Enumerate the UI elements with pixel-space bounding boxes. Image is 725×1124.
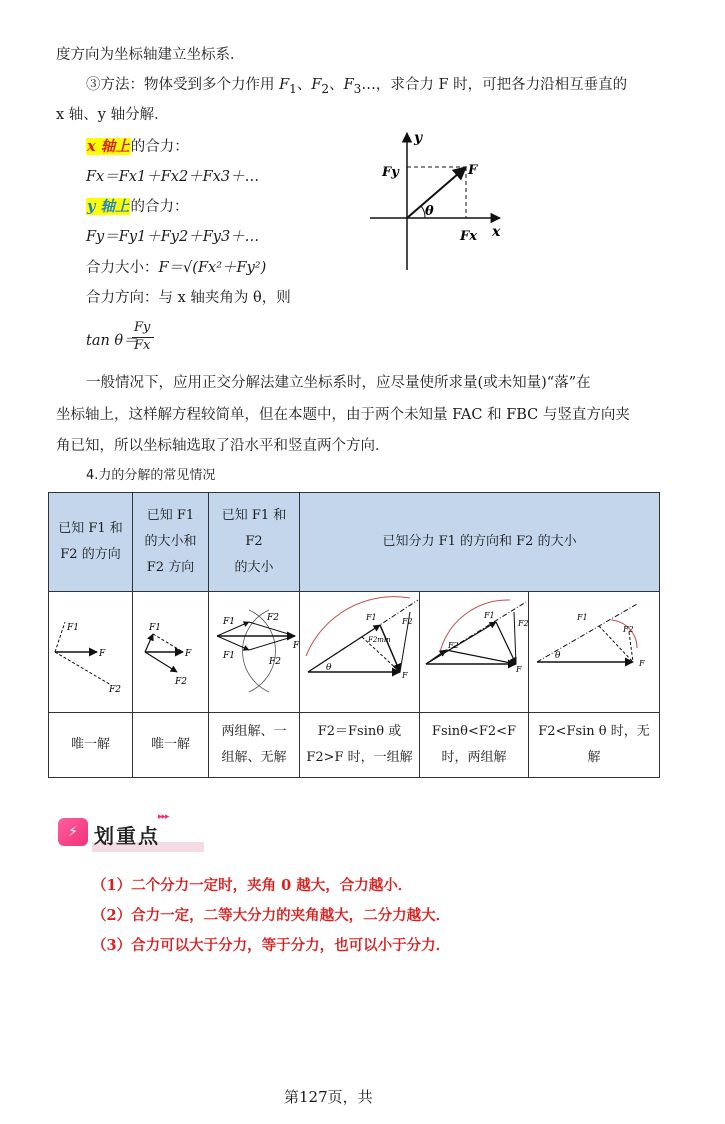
page-footer: 第127页，共 <box>284 1088 373 1106</box>
svg-text:θ: θ <box>555 651 561 661</box>
figure-5 <box>420 592 529 712</box>
svg-text:F2: F2 <box>109 685 121 695</box>
svg-text:F1: F1 <box>366 613 377 622</box>
svg-text:F2: F2 <box>402 617 413 626</box>
magnitude-line: 合力大小：F＝√(Fx²＋Fy²) <box>86 260 267 276</box>
paragraph-line-2: 坐标轴上，这样解方程较简单，但在本题中，由于两个未知量 FAC 和 FBC 与竖直方向夹 <box>56 407 630 423</box>
axis-diagram <box>370 128 510 274</box>
figure-cell <box>300 592 420 713</box>
result-cell: F2<Fsin θ 时，无 解 <box>529 713 660 778</box>
svg-text:F: F <box>99 649 106 659</box>
table-figure-row <box>49 592 660 713</box>
y-label: y <box>414 130 423 146</box>
svg-text:F2: F2 <box>518 619 529 628</box>
figure-6 <box>529 592 660 712</box>
figure-cell <box>49 592 133 713</box>
figure-1 <box>49 592 133 712</box>
fx-label: Fx <box>460 229 477 244</box>
figure-3 <box>209 592 300 712</box>
x-label: x <box>492 224 501 240</box>
theta-label: θ <box>425 204 434 219</box>
svg-text:F1: F1 <box>67 623 79 633</box>
x-axis-label-line: x 轴上的合力： <box>87 138 189 155</box>
resultant-arrow <box>407 167 466 218</box>
svg-text:F2: F2 <box>269 657 281 667</box>
svg-text:F2: F2 <box>175 677 187 687</box>
svg-text:F2: F2 <box>448 641 459 650</box>
key-point-item: （3）合力可以大于分力，等于分力，也可以小于分力． <box>92 937 451 954</box>
svg-text:F: F <box>639 659 645 668</box>
svg-text:F: F <box>185 649 192 659</box>
key-point-item: （1）二个分力一定时，夹角 0 越大，合力越小． <box>92 877 413 894</box>
svg-text:F: F <box>402 671 408 680</box>
y-axis-label-line: y 轴上的合力： <box>87 198 189 215</box>
paragraph-line-3: 角已知，所以坐标轴选取了沿水平和竖直两个方向． <box>56 438 390 454</box>
svg-text:F1: F1 <box>149 623 161 633</box>
figure-cell <box>209 592 300 713</box>
svg-text:F2: F2 <box>267 613 279 623</box>
method-line-2: x 轴、y 轴分解． <box>56 107 169 123</box>
paragraph-line-1: 一般情况下，应用正交分解法建立坐标系时，应尽量使所求量(或未知量)“落”在 <box>86 375 591 391</box>
header-cell: 已知 F1 的大小和 F2 方向 <box>133 493 209 592</box>
x-axis-highlight: x 轴上 <box>87 138 130 155</box>
key-points-header <box>58 812 198 852</box>
svg-text:F1: F1 <box>223 651 235 661</box>
header-cell: 已知 F1 和 F2 的大小 <box>209 493 300 592</box>
direction-line: 合力方向：与 x 轴夹角为 θ，则 <box>86 290 291 306</box>
svg-text:F2min: F2min <box>368 636 391 644</box>
result-cell: F2＝Fsinθ 或 F2>F 时，一组解 <box>300 713 420 778</box>
section-title: 4.力的分解的常见情况 <box>86 468 216 483</box>
result-cell: Fsinθ<F2<F 时，两组解 <box>420 713 529 778</box>
y-axis-highlight: y 轴上 <box>87 198 130 215</box>
svg-text:F: F <box>516 665 522 674</box>
f-label: F <box>468 163 478 178</box>
header-cell: 已知分力 F1 的方向和 F2 的大小 <box>300 493 660 592</box>
key-point-item: （2）合力一定，二等大分力的夹角越大，二分力越大． <box>92 907 451 924</box>
result-cell: 唯一解 <box>49 713 133 778</box>
figure-cell <box>529 592 660 713</box>
svg-text:F1: F1 <box>484 611 495 620</box>
header-cell: 已知 F1 和 F2 的方向 <box>49 493 133 592</box>
figure-4 <box>300 592 420 712</box>
svg-text:F1: F1 <box>577 613 588 622</box>
svg-text:F1: F1 <box>223 617 235 627</box>
figure-cell <box>133 592 209 713</box>
result-cell: 唯一解 <box>133 713 209 778</box>
intro-line-1: 度方向为坐标轴建立坐标系． <box>56 47 245 63</box>
arrows-icon: ▸▸▸ <box>158 812 169 822</box>
fy-label: Fy <box>382 165 399 180</box>
table-result-row <box>49 713 660 778</box>
result-cell: 两组解、一 组解、无解 <box>209 713 300 778</box>
decomposition-table <box>48 492 660 778</box>
svg-text:F: F <box>293 641 300 651</box>
lightning-icon: ⚡ <box>58 818 88 846</box>
svg-text:F2: F2 <box>623 625 634 634</box>
key-points-title: 划重点 <box>94 824 160 848</box>
table-header-row <box>49 493 660 592</box>
figure-2 <box>133 592 209 712</box>
fx-formula: Fx＝Fx1＋Fx2＋Fx3＋… <box>86 169 260 185</box>
svg-text:θ: θ <box>326 663 332 673</box>
method-line: ③方法：物体受到多个力作用 $F_1$、$F_2$、$F_3\dots$，求合力 F 时，可把各力沿相互垂直的 <box>86 77 628 96</box>
fy-formula: Fy＝Fy1＋Fy2＋Fy3＋… <box>86 229 260 245</box>
figure-cell <box>420 592 529 713</box>
